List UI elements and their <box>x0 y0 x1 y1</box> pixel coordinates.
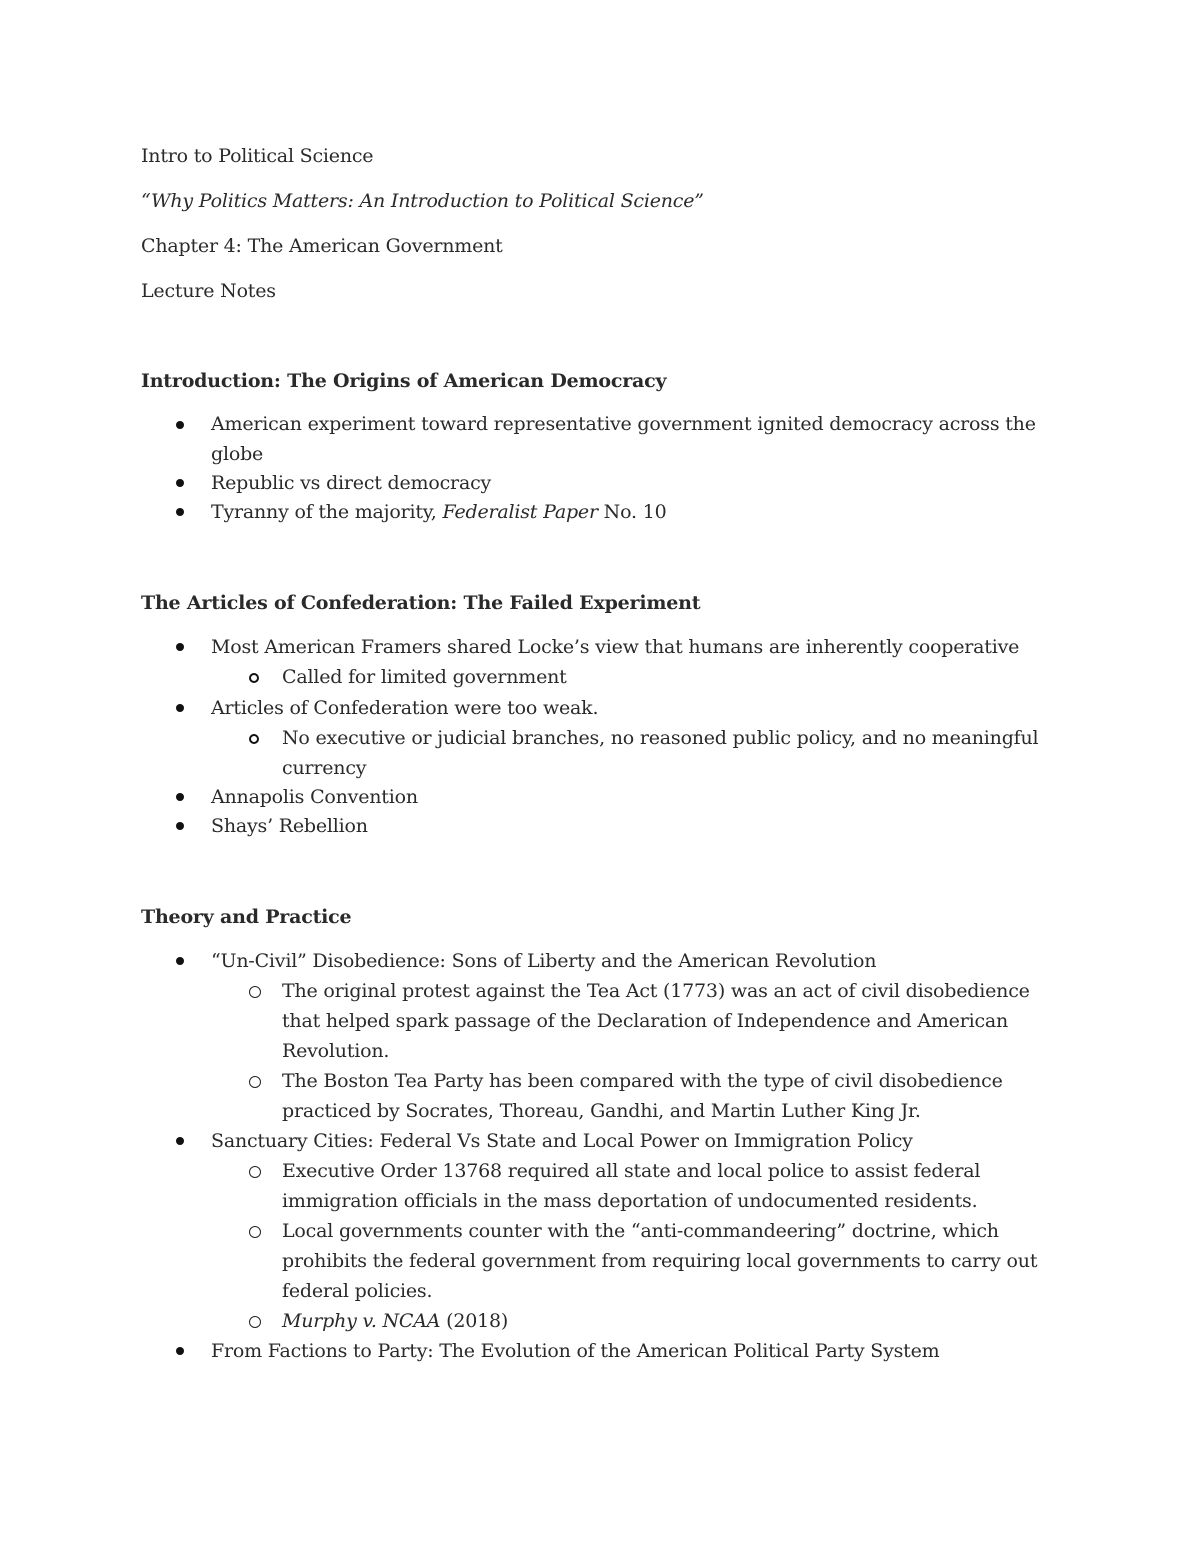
sub-list-item-continuation: federal policies. <box>282 1280 433 1302</box>
sub-bullet-icon <box>249 1166 261 1178</box>
bullet-icon <box>176 704 184 712</box>
sub-list-item-continuation: immigration officials in the mass deportation of undocumented residents. <box>282 1190 978 1212</box>
bullet-icon <box>176 1347 184 1355</box>
sub-list-item-continuation: practiced by Socrates, Thoreau, Gandhi, and Martin Luther King Jr. <box>282 1100 921 1122</box>
bullet-icon <box>176 1137 184 1145</box>
sub-list-item-continuation: prohibits the federal government from requiring local governments to carry out <box>282 1250 1038 1272</box>
case-name: Murphy v. NCAA <box>282 1310 441 1332</box>
sub-list-item: Called for limited government <box>282 666 567 688</box>
sub-list-item: Executive Order 13768 required all state and local police to assist federal <box>282 1160 981 1182</box>
sub-list-item: The original protest against the Tea Act (1773) was an act of civil disobedience <box>282 980 1030 1002</box>
sub-list-item: Local governments counter with the “anti-commandeering” doctrine, which <box>282 1220 999 1242</box>
bullet-icon <box>176 479 184 487</box>
sub-bullet-icon <box>249 1316 261 1328</box>
list-item: Sanctuary Cities: Federal Vs State and Local Power on Immigration Policy <box>211 1130 913 1152</box>
sub-list-item-continuation: Revolution. <box>282 1040 390 1062</box>
list-item-text: Tyranny of the majority, <box>211 501 443 523</box>
list-item-text: (2018) <box>440 1310 509 1332</box>
sub-list-item: The Boston Tea Party has been compared with the type of civil disobedience <box>282 1070 1003 1092</box>
list-item: From Factions to Party: The Evolution of the American Political Party System <box>211 1340 940 1362</box>
list-item: Republic vs direct democracy <box>211 472 492 494</box>
sub-bullet-icon <box>249 1076 261 1088</box>
bullet-icon <box>176 957 184 965</box>
chapter-title: Chapter 4: The American Government <box>141 235 503 257</box>
sub-list-item <box>282 1306 1062 1336</box>
section-heading-intro: Introduction: The Origins of American Democracy <box>141 370 667 392</box>
sub-bullet-icon <box>249 734 259 744</box>
section-heading-articles: The Articles of Confederation: The Failed Experiment <box>141 592 701 614</box>
list-item: Shays’ Rebellion <box>211 815 368 837</box>
list-item-continuation: globe <box>211 443 264 465</box>
list-item: Most American Framers shared Locke’s view that humans are inherently cooperative <box>211 636 1020 658</box>
book-title: “Why Politics Matters: An Introduction to Political Science” <box>141 190 704 212</box>
list-item: Annapolis Convention <box>211 786 418 808</box>
bullet-icon <box>176 822 184 830</box>
sub-bullet-icon <box>249 673 259 683</box>
sub-list-item-continuation: currency <box>282 757 367 779</box>
sub-list-item-continuation: that helped spark passage of the Declaration of Independence and American <box>282 1010 1009 1032</box>
sub-list-item: No executive or judicial branches, no reasoned public policy, and no meaningful <box>282 727 1039 749</box>
document-type: Lecture Notes <box>141 280 276 302</box>
federalist-paper-title: Federalist Paper <box>442 501 598 523</box>
sub-bullet-icon <box>249 986 261 998</box>
list-item <box>211 409 1061 439</box>
list-item <box>211 497 1061 527</box>
list-item: Articles of Confederation were too weak. <box>211 697 599 719</box>
bullet-icon <box>176 793 184 801</box>
bullet-icon <box>176 421 184 429</box>
list-item-text: American experiment toward representative government ignited democracy across the <box>211 413 1036 435</box>
sub-bullet-icon <box>249 1226 261 1238</box>
bullet-icon <box>176 643 184 651</box>
list-item: “Un-Civil” Disobedience: Sons of Liberty and the American Revolution <box>211 950 877 972</box>
course-title: Intro to Political Science <box>141 145 374 167</box>
list-item-text: No. 10 <box>597 501 667 523</box>
section-heading-theory: Theory and Practice <box>141 906 352 928</box>
bullet-icon <box>176 508 184 516</box>
